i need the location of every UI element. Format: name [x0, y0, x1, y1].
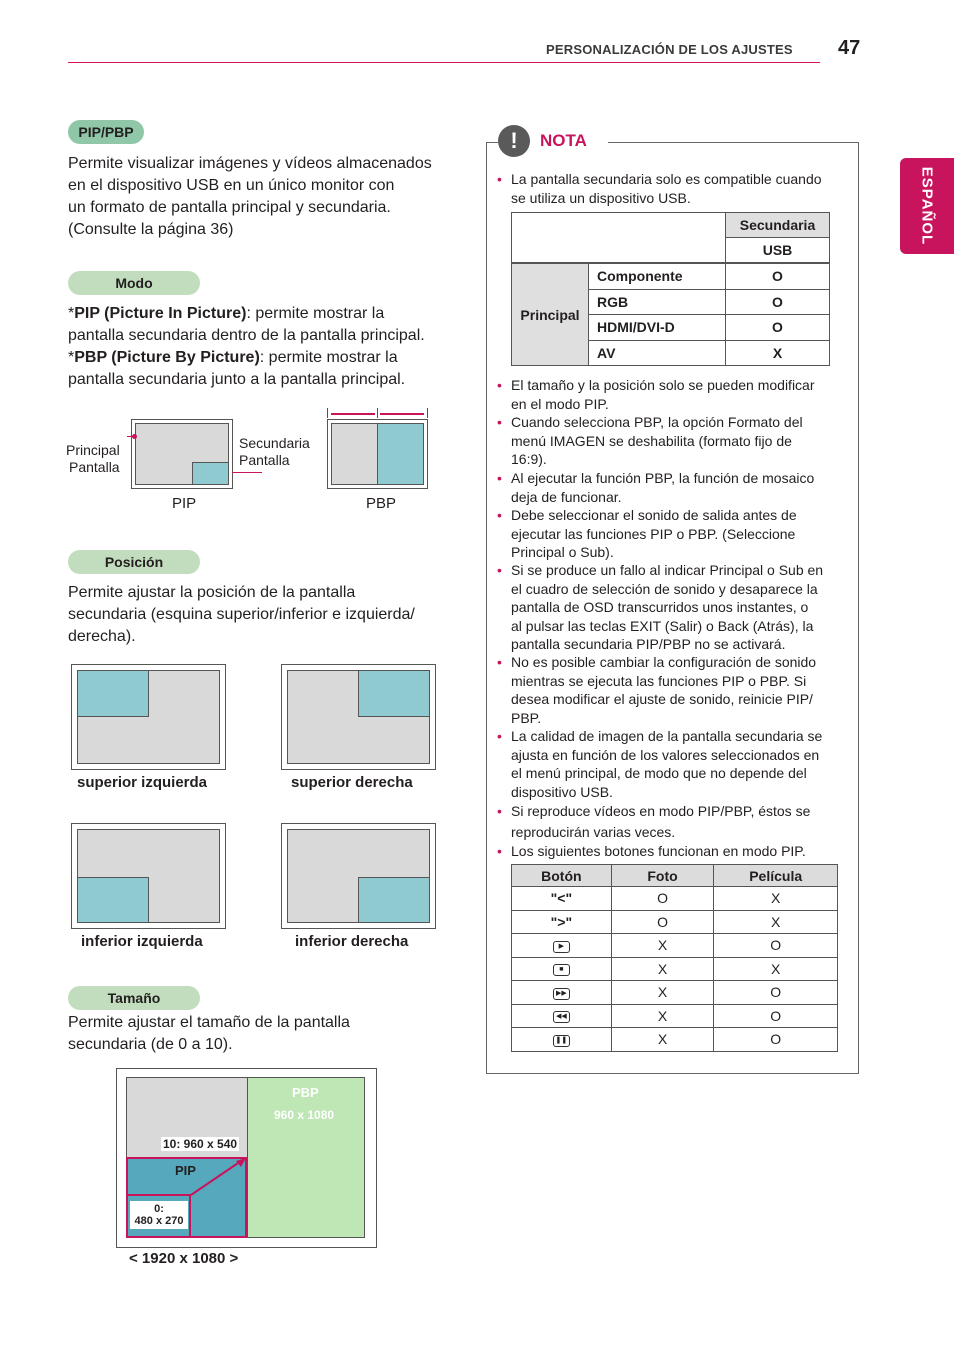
size-resolution: < 1920 x 1080 >	[129, 1250, 239, 1267]
nota-bullet: • Al ejecutar la función PBP, la función de mosaico deja de funcionar.	[497, 469, 847, 506]
compat-secundaria: Secundaria	[726, 213, 830, 238]
nota-bullet: • La pantalla secundaria solo es compatible cuando se utiliza un dispositivo USB.	[497, 170, 847, 207]
pip-caption: PIP	[172, 495, 197, 512]
nota-bullet: • Si reproduce vídeos en modo PIP/PBP, éstos se reproducirán varias veces.	[497, 801, 847, 843]
col-header: Foto	[611, 865, 714, 887]
nota-bullet: • El tamaño y la posición solo se pueden modificar en el modo PIP.	[497, 376, 847, 413]
nota-bullet: • La calidad de imagen de la pantalla secundaria se ajusta en función de los valores seleccionados en el menú principal, de modo que no depende del dispositivo USB.	[497, 727, 847, 801]
table-row: ■ X X	[512, 957, 838, 981]
col-header: Botón	[512, 865, 612, 887]
table-row: ">" O X	[512, 910, 838, 934]
table-row: ❚❚ X O	[512, 1028, 838, 1052]
posicion-description: Permite ajustar la posición de la pantalla secundaria (esquina superior/inferior e izquierda/ derecha).	[68, 584, 415, 645]
modo-title: Modo	[68, 271, 200, 295]
nota-bullet: • Si se produce un fallo al indicar Principal o Sub en el cuadro de selección de sonido y desaparece la pantalla de OSD transcurridos unos instantes, o al pulsar las teclas EXIT (Salir) o Back (Atrás), la pantalla secundaria PIP/PBP no se activará.	[497, 561, 847, 654]
fast-forward-icon: ▶▶	[553, 988, 570, 1000]
page-number: 47	[838, 37, 861, 59]
table-row: ▶ X O	[512, 934, 838, 958]
pantalla-label-1: Pantalla	[69, 459, 120, 475]
nota-bullet: • Los siguientes botones funcionan en modo PIP.	[497, 842, 847, 861]
stop-icon: ■	[553, 964, 570, 976]
pause-icon: ❚❚	[553, 1035, 570, 1047]
secundaria-label: Secundaria	[239, 435, 310, 451]
table-row: "<" O X	[512, 887, 838, 911]
tamano-description: Permite ajustar el tamaño de la pantalla secundaria (de 0 a 10).	[68, 1014, 350, 1053]
compat-table	[511, 212, 830, 263]
table-row: ◀◀ X O	[512, 1004, 838, 1028]
nota-title: NOTA	[540, 131, 587, 150]
play-icon: ▶	[553, 941, 570, 953]
size-pbp-res: 960 x 1080	[274, 1108, 335, 1122]
col-header: Película	[714, 865, 838, 887]
language-label: ESPAÑOL	[918, 166, 936, 246]
language-tab	[900, 158, 954, 254]
position-label: inferior izquierda	[81, 933, 203, 950]
nota-bullet: • No es posible cambiar la configuración de sonido mientras se ejecuta las funciones PIP o PBP. Si desea modificar el ajuste de sonido, reinicie PIP/ PBP.	[497, 653, 847, 727]
position-label: superior izquierda	[77, 774, 208, 791]
compat-usb: USB	[726, 238, 830, 263]
principal-label: Principal	[66, 442, 120, 458]
pip-description: Permite visualizar imágenes y vídeos almacenados en el dispositivo USB en un único monitor con un formato de pantalla principal y secundaria. (Consulte la página 36)	[68, 155, 432, 238]
nota-bullet: • Debe seleccionar el sonido de salida antes de ejecutar las funciones PIP o PBP. (Seleccione Principal o Sub).	[497, 506, 847, 562]
size-arrow	[188, 1155, 250, 1199]
pantalla-label-2: Pantalla	[239, 452, 290, 468]
pbp-caption: PBP	[366, 495, 397, 512]
tamano-title: Tamaño	[68, 986, 200, 1010]
size-zero-label: 0: 480 x 270	[130, 1201, 188, 1229]
header-divider	[68, 62, 820, 63]
pip-pbp-title: PIP/PBP	[68, 120, 144, 144]
posicion-title: Posición	[68, 550, 200, 574]
compat-table-body: Principal Componente O RGB O HDMI/DVI-D O AV X	[511, 263, 830, 366]
modo-description: *PIP (Picture In Picture): permite mostrar la pantalla secundaria dentro de la pantalla principal. *PBP (Picture By Picture): permite mostrar la pantalla secundaria junto a la pantalla principal.	[68, 305, 425, 388]
nota-header	[498, 125, 608, 159]
position-label: superior derecha	[291, 774, 413, 791]
compat-principal: Principal	[512, 264, 589, 366]
section-title: PERSONALIZACIÓN DE LOS AJUSTES	[546, 42, 793, 57]
size-pbp-label: PBP	[292, 1085, 319, 1100]
nota-bullet: • Cuando selecciona PBP, la opción Formato del menú IMAGEN se deshabilita (formato fijo de 16:9).	[497, 413, 847, 469]
exclamation-icon: !	[498, 125, 530, 157]
buttons-table	[511, 864, 838, 1052]
size-pip-label: PIP	[175, 1163, 196, 1178]
rewind-icon: ◀◀	[553, 1011, 570, 1023]
position-label: inferior derecha	[295, 933, 409, 950]
table-row: ▶▶ X O	[512, 981, 838, 1005]
size-ten-label: 10: 960 x 540	[163, 1137, 238, 1151]
